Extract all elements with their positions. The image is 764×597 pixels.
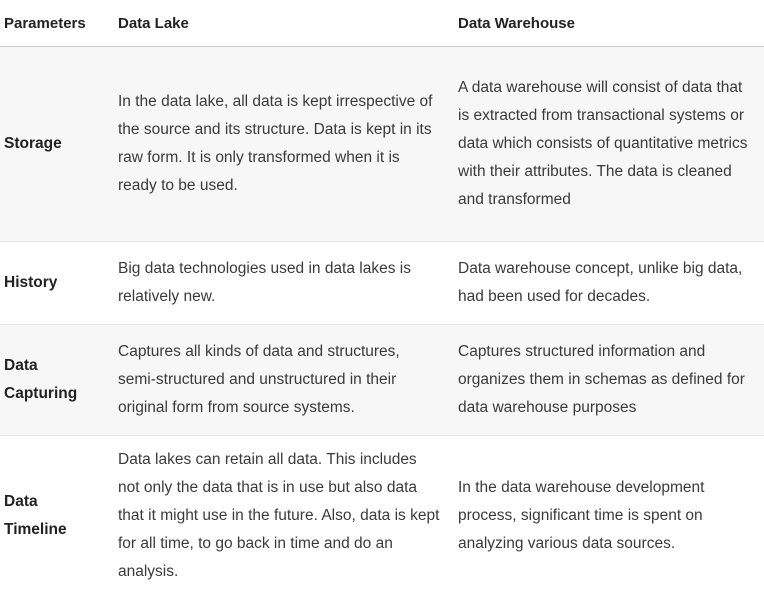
header-data-lake: Data Lake [114, 0, 454, 47]
row-data-warehouse-cell: Captures structured information and organizes them in schemas as defined for data warehouse purposes [454, 325, 764, 436]
table-header [0, 0, 764, 47]
row-parameter: Data Capturing [0, 325, 114, 436]
row-data-warehouse-cell: Data warehouse concept, unlike big data, had been used for decades. [454, 242, 764, 325]
row-parameter: Data Timeline [4, 492, 67, 538]
header-parameters: Parameters [0, 0, 114, 47]
row-data-lake-cell: Captures all kinds of data and structures, semi-structured and unstructured in their original form from source systems. [114, 325, 454, 436]
table-row-history [0, 242, 764, 325]
table-row-data-timeline [0, 436, 764, 596]
table-row-data-capturing [0, 325, 764, 436]
row-data-warehouse-cell: In the data warehouse development process, significant time is spent on analyzing various data sources. [458, 478, 705, 552]
table-row-storage [0, 47, 764, 242]
table-body [0, 47, 764, 596]
header-data-warehouse: Data Warehouse [454, 0, 764, 47]
row-parameter: History [0, 242, 114, 325]
header-row [0, 0, 764, 47]
row-data-warehouse-cell: A data warehouse will consist of data that is extracted from transactional systems or data which consists of quantitative metrics with their attributes. The data is cleaned and transformed [454, 47, 764, 242]
row-parameter: Storage [0, 47, 114, 242]
row-data-lake-cell: Data lakes can retain all data. This includes not only the data that is in use but also data that it might use in the future. Also, data is kept for all time, to go back in time and do an analysis. [118, 450, 440, 580]
row-data-lake-cell: Big data technologies used in data lakes is relatively new. [114, 242, 454, 325]
row-data-lake-cell: In the data lake, all data is kept irrespective of the source and its structure. Data is kept in its raw form. It is only transformed when it is ready to be used. [114, 47, 454, 242]
